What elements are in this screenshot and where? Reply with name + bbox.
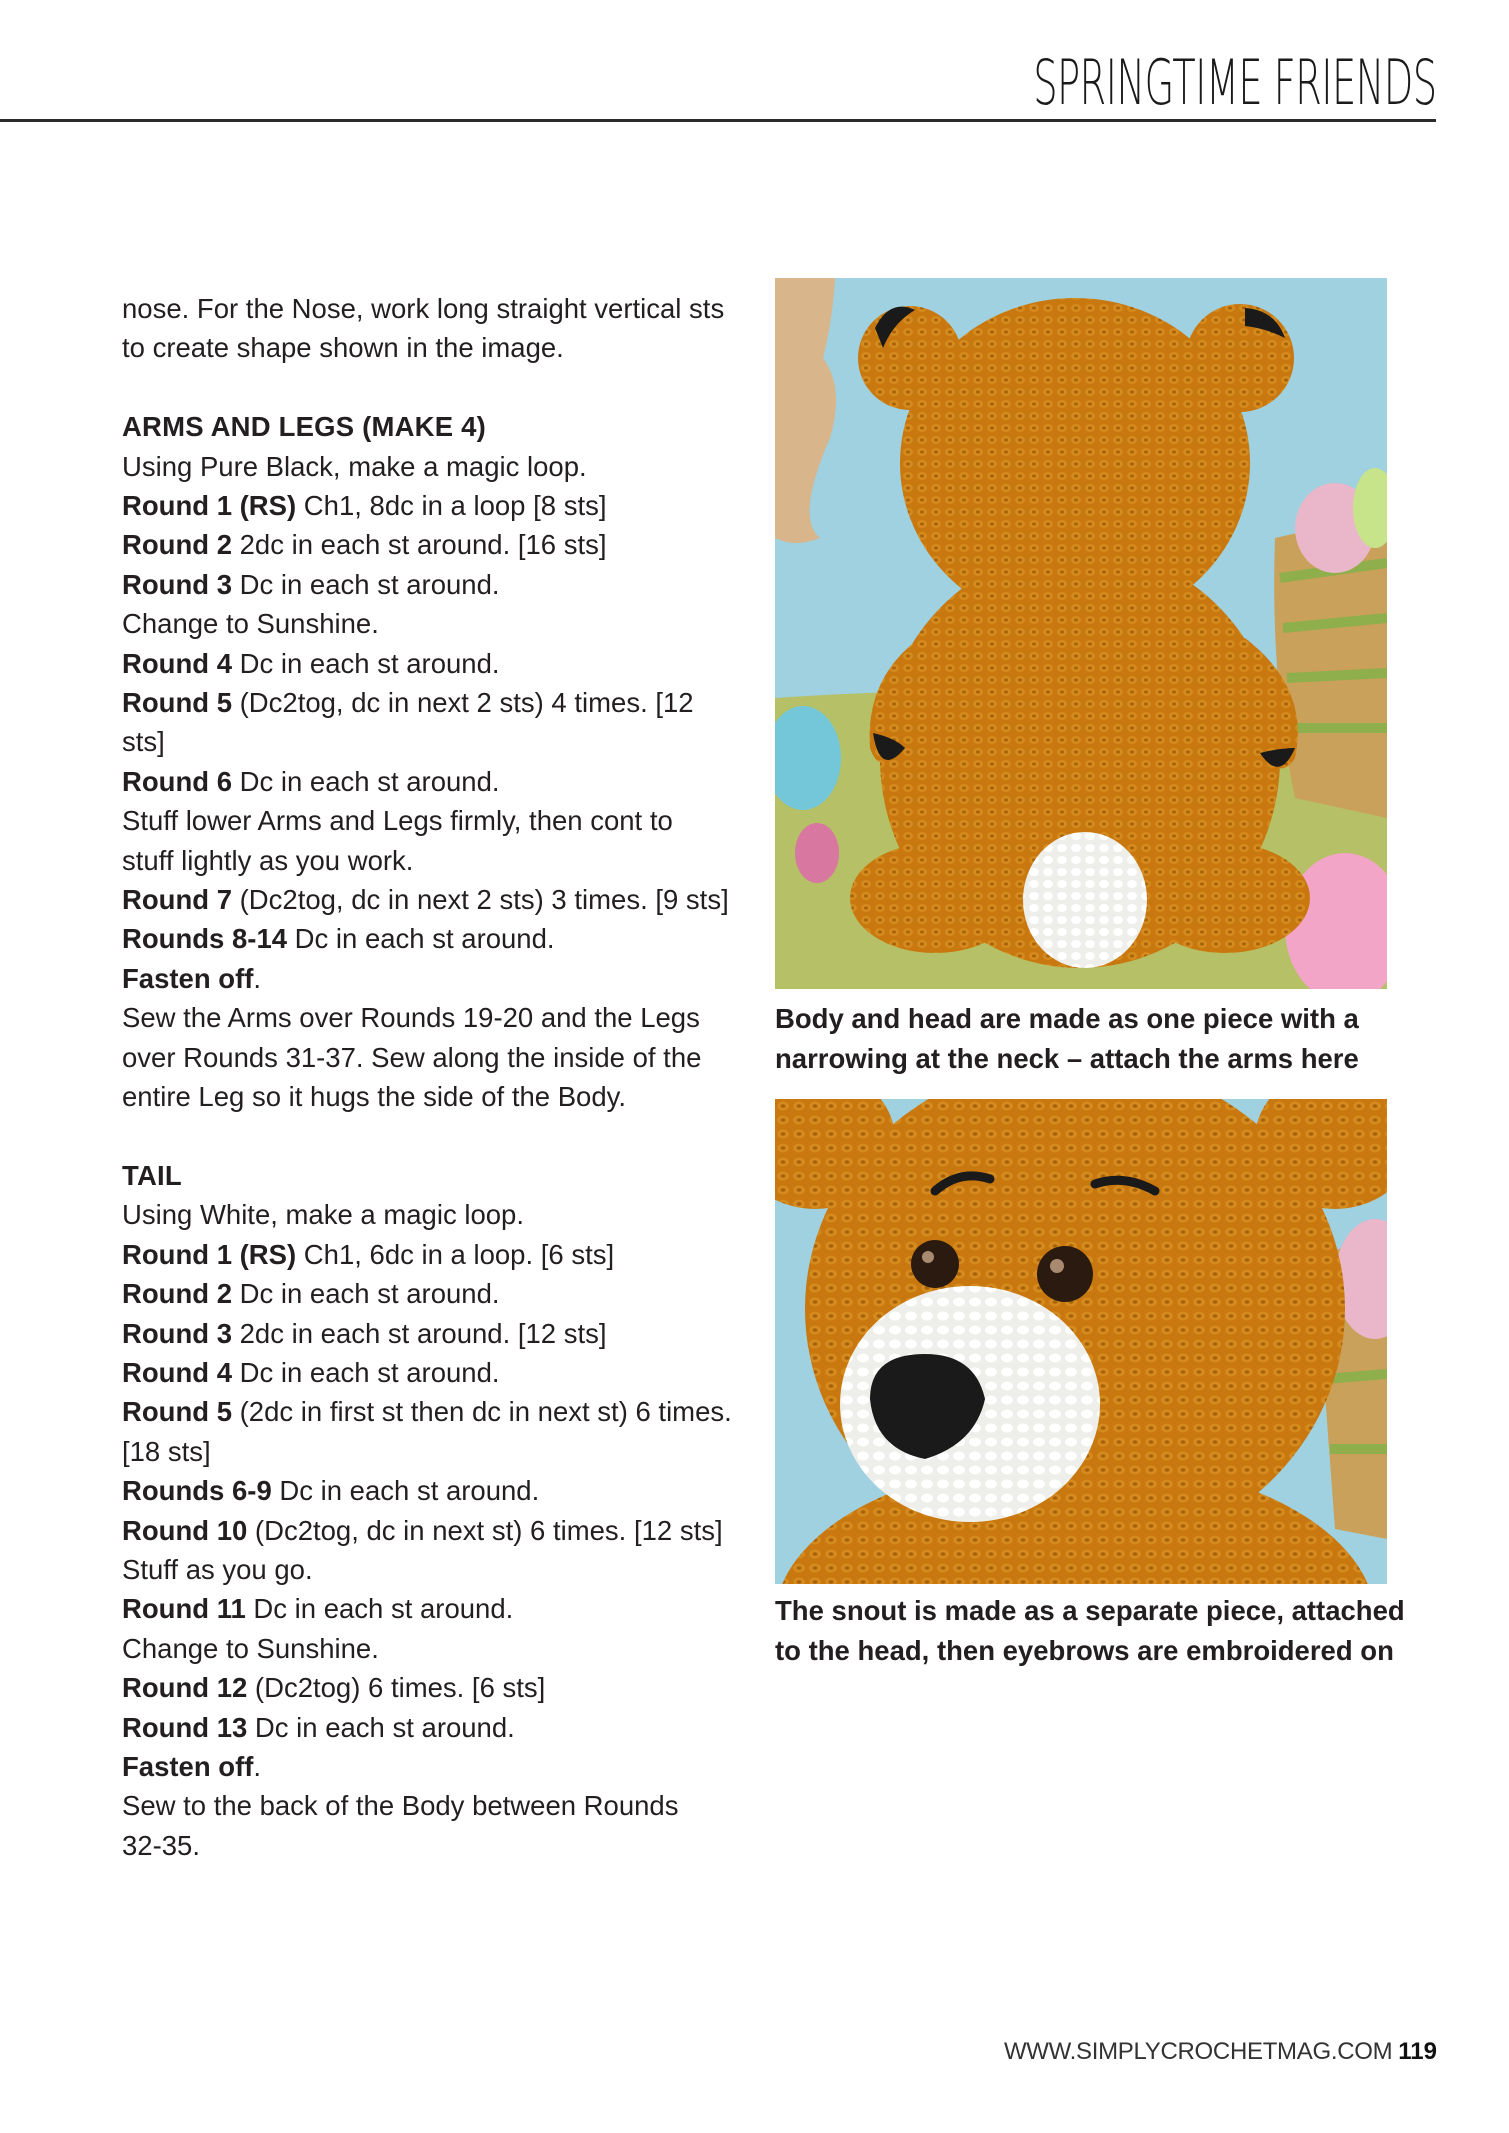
instruction-line bbox=[122, 1235, 732, 1274]
instruction-text: (Dc2tog, dc in next 2 sts) 4 times. [12 sts] bbox=[122, 687, 702, 758]
instruction-line bbox=[122, 1747, 732, 1786]
instruction-text: 2dc in each st around. [12 sts] bbox=[232, 1317, 607, 1349]
round-label: Round 7 bbox=[122, 884, 232, 916]
instruction-text: 2dc in each st around. [16 sts] bbox=[232, 529, 607, 561]
instruction-line bbox=[122, 1668, 732, 1707]
instruction-text: Change to Sunshine. bbox=[122, 1632, 379, 1664]
intro-line: nose. For the Nose, work long straight vertical sts bbox=[122, 293, 725, 324]
instruction-line bbox=[122, 1629, 732, 1668]
page-number: 119 bbox=[1398, 2038, 1437, 2065]
caption-line: Body and head are made as one piece with a bbox=[775, 1003, 1359, 1034]
round-label: Round 2 bbox=[122, 1278, 232, 1310]
instruction-text: Dc in each st around. bbox=[247, 1711, 515, 1743]
instruction-text: entire Leg so it hugs the side of the Body. bbox=[122, 1081, 626, 1113]
round-label: Round 6 bbox=[122, 765, 232, 797]
tail-instructions bbox=[122, 1195, 732, 1865]
round-label: Round 5 bbox=[122, 1396, 232, 1428]
instruction-text: Dc in each st around. bbox=[232, 1356, 500, 1388]
instruction-text: Ch1, 8dc in a loop [8 sts] bbox=[296, 490, 607, 522]
instruction-line bbox=[122, 880, 732, 919]
instruction-line bbox=[122, 447, 732, 486]
instruction-line bbox=[122, 644, 732, 683]
instruction-line bbox=[122, 486, 732, 525]
round-label: Round 1 (RS) bbox=[122, 490, 297, 522]
pattern-text-column bbox=[122, 289, 732, 1865]
instruction-line bbox=[122, 919, 732, 958]
instruction-text: Dc in each st around. bbox=[232, 647, 500, 679]
instruction-line bbox=[122, 959, 732, 998]
instruction-line bbox=[122, 998, 732, 1037]
instruction-line bbox=[122, 1589, 732, 1628]
footer bbox=[1004, 2038, 1437, 2066]
instruction-line bbox=[122, 841, 732, 880]
instruction-line bbox=[122, 1077, 732, 1116]
instruction-line bbox=[122, 1274, 732, 1313]
instruction-line bbox=[122, 525, 732, 564]
spacer bbox=[122, 368, 732, 407]
instruction-text: Dc in each st around. bbox=[232, 765, 500, 797]
instruction-line bbox=[122, 1826, 732, 1865]
instruction-line bbox=[122, 565, 732, 604]
round-label: Round 12 bbox=[122, 1672, 248, 1704]
instruction-line bbox=[122, 1392, 732, 1431]
round-label: Round 13 bbox=[122, 1711, 248, 1743]
instruction-text: Dc in each st around. bbox=[232, 568, 500, 600]
instruction-line bbox=[122, 1038, 732, 1077]
instruction-text: Stuff lower Arms and Legs firmly, then cont to bbox=[122, 805, 673, 837]
round-label: Fasten off bbox=[122, 962, 254, 994]
instruction-line bbox=[122, 1511, 732, 1550]
instruction-text: Sew the Arms over Rounds 19-20 and the Legs bbox=[122, 1002, 700, 1034]
instruction-text: Dc in each st around. bbox=[232, 1278, 500, 1310]
caption-line: narrowing at the neck – attach the arms here bbox=[775, 1043, 1359, 1074]
instruction-line bbox=[122, 1786, 732, 1825]
instruction-line bbox=[122, 801, 732, 840]
instruction-line bbox=[122, 1432, 732, 1471]
section-title: SPRINGTIME FRIENDS bbox=[1033, 46, 1437, 119]
bear-back-caption bbox=[775, 999, 1415, 1079]
spacer bbox=[122, 1117, 732, 1156]
instruction-text: [18 sts] bbox=[122, 1435, 211, 1467]
round-label: Round 2 bbox=[122, 529, 232, 561]
tail-heading: TAIL bbox=[122, 1159, 182, 1191]
round-label: Round 4 bbox=[122, 1356, 232, 1388]
arms-legs-heading: ARMS AND LEGS (MAKE 4) bbox=[122, 411, 486, 443]
website-url[interactable]: WWW.SIMPLYCROCHETMAG.COM bbox=[1003, 2038, 1393, 2065]
round-label: Round 10 bbox=[122, 1514, 248, 1546]
instruction-line bbox=[122, 762, 732, 801]
instruction-line bbox=[122, 683, 732, 762]
instruction-line bbox=[122, 1353, 732, 1392]
instruction-text: (Dc2tog, dc in next st) 6 times. [12 sts] bbox=[247, 1514, 723, 1546]
round-label: Rounds 6-9 bbox=[122, 1475, 272, 1507]
instruction-text: Using Pure Black, make a magic loop. bbox=[122, 450, 587, 482]
caption-line: to the head, then eyebrows are embroidered on bbox=[775, 1635, 1394, 1666]
intro-line: to create shape shown in the image. bbox=[122, 332, 564, 364]
instruction-line bbox=[122, 1314, 732, 1353]
instruction-text: over Rounds 31-37. Sew along the inside of the bbox=[122, 1041, 702, 1073]
instruction-text: . bbox=[253, 962, 262, 994]
instruction-text: Dc in each st around. bbox=[245, 1593, 514, 1625]
instruction-text: Dc in each st around. bbox=[271, 1475, 540, 1507]
instruction-text: (Dc2tog, dc in next 2 sts) 3 times. [9 sts] bbox=[232, 884, 729, 916]
instruction-text: (2dc in first st then dc in next st) 6 times. bbox=[232, 1396, 732, 1428]
instruction-line bbox=[122, 604, 732, 643]
round-label: Round 5 bbox=[122, 687, 232, 719]
instruction-text: Change to Sunshine. bbox=[122, 608, 379, 640]
instruction-text: Sew to the back of the Body between Rounds bbox=[122, 1790, 679, 1822]
bear-back-photo bbox=[775, 278, 1387, 989]
caption-line: The snout is made as a separate piece, attached bbox=[775, 1595, 1405, 1626]
bear-face-caption bbox=[775, 1591, 1415, 1671]
instruction-text: 32-35. bbox=[122, 1829, 200, 1861]
instruction-text: stuff lightly as you work. bbox=[122, 844, 414, 876]
instruction-line bbox=[122, 1550, 732, 1589]
instruction-line bbox=[122, 1195, 732, 1234]
instruction-text: Using White, make a magic loop. bbox=[122, 1199, 524, 1231]
instruction-text: Ch1, 6dc in a loop. [6 sts] bbox=[296, 1238, 615, 1270]
instruction-text: Dc in each st around. bbox=[287, 923, 555, 955]
instruction-text: Stuff as you go. bbox=[122, 1553, 313, 1585]
instruction-line bbox=[122, 1471, 732, 1510]
round-label: Round 3 bbox=[122, 568, 232, 600]
round-label: Round 4 bbox=[122, 647, 232, 679]
instruction-line bbox=[122, 1708, 732, 1747]
round-label: Round 1 (RS) bbox=[122, 1238, 297, 1270]
round-label: Fasten off bbox=[122, 1751, 254, 1782]
round-label: Round 3 bbox=[122, 1317, 232, 1349]
arms-legs-instructions bbox=[122, 447, 732, 1117]
round-label: Round 11 bbox=[122, 1593, 246, 1625]
bear-face-photo bbox=[775, 1099, 1387, 1584]
instruction-text: (Dc2tog) 6 times. [6 sts] bbox=[247, 1672, 546, 1704]
header-rule bbox=[0, 119, 1436, 122]
round-label: Rounds 8-14 bbox=[122, 923, 288, 955]
instruction-text: . bbox=[253, 1751, 262, 1782]
